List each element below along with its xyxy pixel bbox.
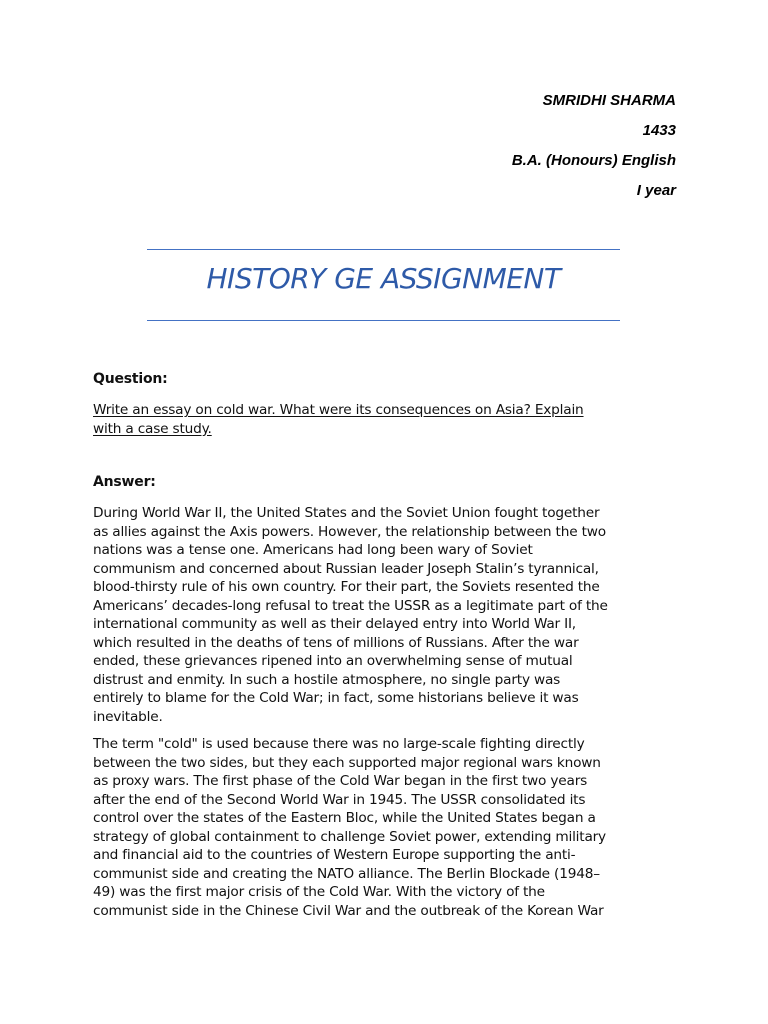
- question-line: with a case study.: [93, 420, 212, 437]
- question-text: [93, 401, 679, 438]
- question-label: Question:: [93, 371, 168, 387]
- answer-paragraph-1: [93, 504, 679, 726]
- paragraph-line: international community as well as their delayed entry into World War II,: [93, 616, 576, 632]
- paragraph-line: which resulted in the deaths of tens of millions of Russians. After the war: [93, 634, 579, 651]
- paragraph-line: The term "cold" is used because there was no large-scale fighting directly: [93, 736, 585, 752]
- title-bottom-rule: [147, 320, 620, 321]
- paragraph-line: communist side in the Chinese Civil War and the outbreak of the Korean War: [93, 902, 604, 919]
- paragraph-line: inevitable.: [93, 708, 163, 725]
- paragraph-line: strategy of global containment to challenge Soviet power, extending military: [93, 828, 606, 845]
- document-title: HISTORY GE ASSIGNMENT: [206, 262, 561, 295]
- roll-number: 1433: [642, 122, 676, 139]
- paragraph-line: During World War II, the United States and the Soviet Union fought together: [93, 505, 600, 521]
- title-top-rule: [147, 249, 620, 250]
- paragraph-line: blood-thirsty rule of his own country. For their part, the Soviets resented the: [93, 579, 600, 595]
- answer-paragraph-2: [93, 735, 679, 920]
- paragraph-line: control over the states of the Eastern Bloc, while the United States began a: [93, 810, 596, 826]
- paragraph-line: entirely to blame for the Cold War; in fact, some historians believe it was: [93, 690, 579, 706]
- paragraph-line: as allies against the Axis powers. However, the relationship between the two: [93, 523, 606, 540]
- paragraph-line: 49) was the first major crisis of the Cold War. With the victory of the: [93, 884, 545, 900]
- paragraph-line: communism and concerned about Russian leader Joseph Stalin’s tyrannical,: [93, 560, 599, 577]
- paragraph-line: communist side and creating the NATO alliance. The Berlin Blockade (1948–: [93, 865, 600, 882]
- paragraph-line: distrust and enmity. In such a hostile atmosphere, no single party was: [93, 671, 561, 688]
- study-year: I year: [636, 182, 676, 199]
- paragraph-line: ended, these grievances ripened into an overwhelming sense of mutual: [93, 653, 573, 669]
- paragraph-line: nations was a tense one. Americans had long been wary of Soviet: [93, 542, 533, 558]
- course-name: B.A. (Honours) English: [511, 152, 676, 169]
- author-block: [512, 86, 676, 206]
- paragraph-line: Americans’ decades-long refusal to treat the USSR as a legitimate part of the: [93, 597, 608, 614]
- paragraph-line: and financial aid to the countries of Western Europe supporting the anti-: [93, 847, 576, 863]
- paragraph-line: after the end of the Second World War in 1945. The USSR consolidated its: [93, 791, 586, 808]
- question-line: Write an essay on cold war. What were its consequences on Asia? Explain: [93, 402, 584, 418]
- answer-label: Answer:: [93, 474, 156, 490]
- paragraph-line: between the two sides, but they each supported major regional wars known: [93, 754, 601, 771]
- author-name: SMRIDHI SHARMA: [542, 92, 676, 109]
- paragraph-line: as proxy wars. The first phase of the Cold War began in the first two years: [93, 773, 588, 789]
